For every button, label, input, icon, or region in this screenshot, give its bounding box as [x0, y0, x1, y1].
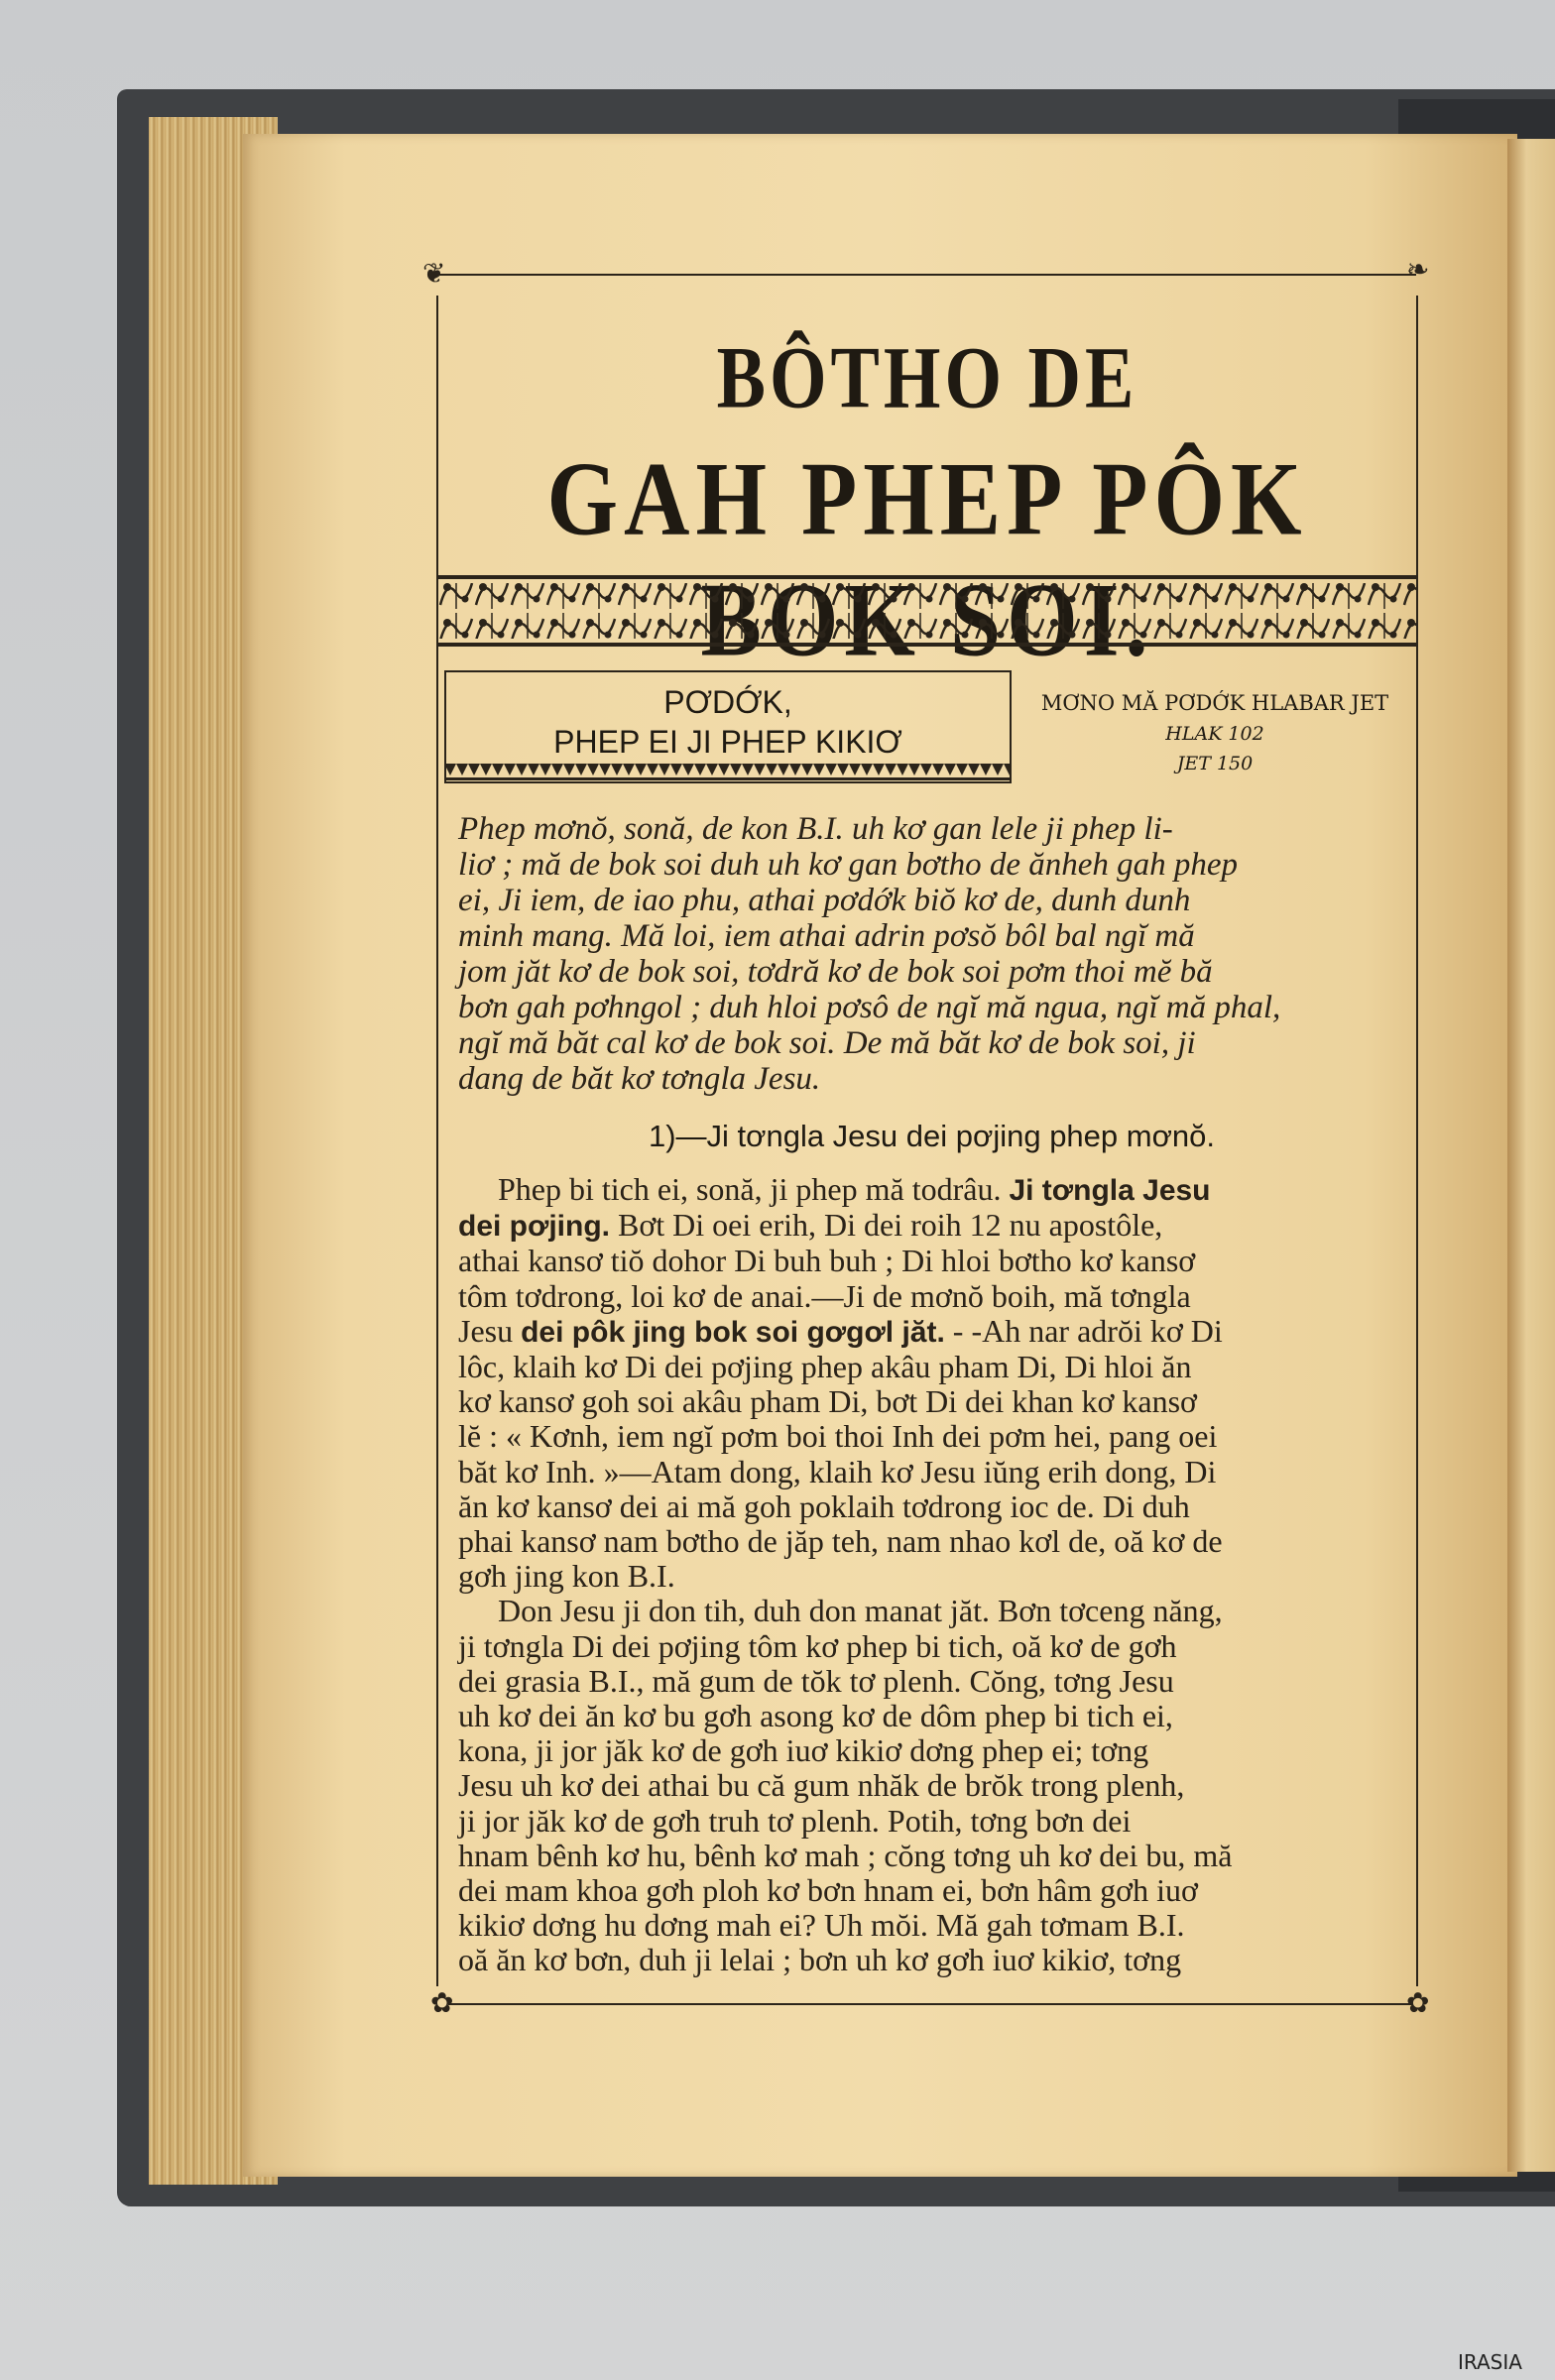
- body-line: [458, 1208, 1405, 1244]
- body-line: uh kơ dei ăn kơ bu gơh asong kơ de dôm phep bi tich ei,: [458, 1698, 1173, 1734]
- body-line: hnam bênh kơ hu, bênh kơ mah ; cŏng tơng uh kơ dei bu, mă: [458, 1837, 1233, 1873]
- body-line: dei mam khoa gơh ploh kơ bơn hnam ei, bơn hâm gơh iuơ: [458, 1872, 1198, 1909]
- body-bold-run: dei pôk jing bok soi gơgơl jăt.: [521, 1315, 945, 1349]
- corner-ornament-icon: ❧: [1406, 253, 1430, 286]
- body-line: oă ăn kơ bơn, duh ji lelai ; bơn uh kơ gơh iuơ kikiơ, tơng: [458, 1942, 1182, 1978]
- body-line: Jesu uh kơ dei athai bu că gum nhăk de brŏk trong plenh,: [458, 1767, 1185, 1804]
- intro-paragraph: [458, 811, 1405, 1097]
- body-line: ăn kơ kansơ dei ai mă goh poklaih tơdrong ioc de. Di duh: [458, 1488, 1190, 1524]
- book-gutter: [1507, 139, 1555, 2172]
- body-line: ji tơngla Di dei pơjing tôm kơ phep bi tich, oă kơ de gơh: [458, 1627, 1177, 1664]
- frame-bottom-rule: [448, 2003, 1412, 2005]
- body-text-run: Phep bi tich ei, sonă, ji phep mă todrâu.: [498, 1171, 1002, 1207]
- body-line: ji jor jăk kơ de gơh truh tơ plenh. Potih, tơng bơn dei: [458, 1802, 1132, 1839]
- body-text-run: Jesu: [458, 1312, 514, 1349]
- section-title-line-1: PƠDỚK,: [663, 684, 792, 720]
- corner-ornament-icon: ✿: [1406, 1986, 1430, 2019]
- body-line: kona, ji jor jăk kơ de gơh iuơ kikiơ dơng phep ei; tơng: [458, 1732, 1149, 1769]
- body-text-run: Bơt Di oei erih, Di dei roih 12 nu apostôle,: [618, 1207, 1163, 1244]
- corner-ornament-icon: ✿: [430, 1986, 454, 2019]
- intro-line: minh mang. Mă loi, iem athai adrin pơsŏ bôl bal ngĭ mă: [458, 918, 1195, 954]
- body-text: [458, 1172, 1405, 1978]
- body-line: phai kansơ nam bơtho de jăp teh, nam nhao kơl de, oă kơ de: [458, 1523, 1223, 1560]
- body-line: băt kơ Inh. »—Atam dong, klaih kơ Jesu iŭng erih dong, Di: [458, 1453, 1217, 1489]
- title-line-1: BÔTHO DE: [716, 329, 1138, 428]
- intro-line: Phep mơnŏ, sonă, de kon B.I. uh kơ gan lele ji phep li-: [458, 811, 1173, 847]
- frame-top-rule: [434, 274, 1416, 276]
- body-line: lôc, klaih kơ Di dei pơjing phep akâu pham Di, Di hloi ăn: [458, 1349, 1192, 1385]
- intro-line: liơ ; mă de bok soi duh uh kơ gan bơtho de ănheh gah phep: [458, 847, 1239, 883]
- body-line: Don Jesu ji don tih, duh don manat jăt. Bơn tơceng năng,: [498, 1593, 1223, 1629]
- body-text-run: - -Ah nar adrŏi kơ Di: [952, 1312, 1223, 1349]
- body-bold-run: dei pơjing.: [458, 1210, 610, 1244]
- body-line: athai kansơ tiŏ dohor Di buh buh ; Di hloi bơtho kơ kansơ: [458, 1243, 1196, 1279]
- body-line: [458, 1172, 1405, 1208]
- body-line: kơ kansơ goh soi akâu pham Di, bơt Di dei khan kơ kansơ: [458, 1383, 1197, 1420]
- ornamental-band: [438, 575, 1416, 647]
- corner-ornament-icon: ❦: [422, 257, 446, 290]
- section-title-line-2: PHEP EI JI PHEP KIKIƠ: [553, 724, 902, 760]
- reference-line-3: JET 150: [1176, 753, 1254, 774]
- intro-line: dang de băt kơ tơngla Jesu.: [458, 1061, 821, 1097]
- body-line: dei grasia B.I., mă gum de tŏk tơ plenh. Cŏng, tơng Jesu: [458, 1662, 1174, 1699]
- reference-line-2: HLAK 102: [1165, 723, 1264, 745]
- intro-line: ei, Ji iem, de iao phu, athai pơdớk biŏ kơ de, dunh dunh: [458, 883, 1191, 918]
- watermark-label: IRASIA: [1458, 2350, 1522, 2374]
- body-bold-run: Ji tơngla Jesu: [1009, 1174, 1211, 1207]
- section-ornament-strip: [444, 760, 1010, 783]
- reference-line-1: MƠNO MĂ PƠDỚK HLABAR JET: [1040, 691, 1389, 715]
- intro-line: bơn gah pơhngol ; duh hloi pơsô de ngĭ mă ngua, ngĭ mă phal,: [458, 990, 1281, 1025]
- title-line-2: GAH PHEP PÔK: [546, 440, 1308, 557]
- body-line: [458, 1314, 1405, 1350]
- intro-line: ngĭ mă băt cal kơ de bok soi. De mă băt kơ de bok soi, ji: [458, 1025, 1196, 1061]
- body-line: tôm tơdrong, loi kơ de anai.—Ji de mơnŏ boih, mă tơngla: [458, 1277, 1191, 1314]
- body-line: kikiơ dơng hu dơng mah ei? Uh mŏi. Mă gah tơmam B.I.: [458, 1907, 1185, 1944]
- body-line: lĕ : « Kơnh, iem ngĭ pơm boi thoi Inh dei pơm hei, pang oei: [458, 1418, 1218, 1455]
- section-heading: 1)—Ji tơngla Jesu dei pơjing phep mơnŏ.: [648, 1119, 1216, 1153]
- body-line: gơh jing kon B.I.: [458, 1558, 675, 1595]
- intro-line: jom jăt kơ de bok soi, tơdră kơ de bok soi pơm thoi mĕ bă: [458, 954, 1213, 990]
